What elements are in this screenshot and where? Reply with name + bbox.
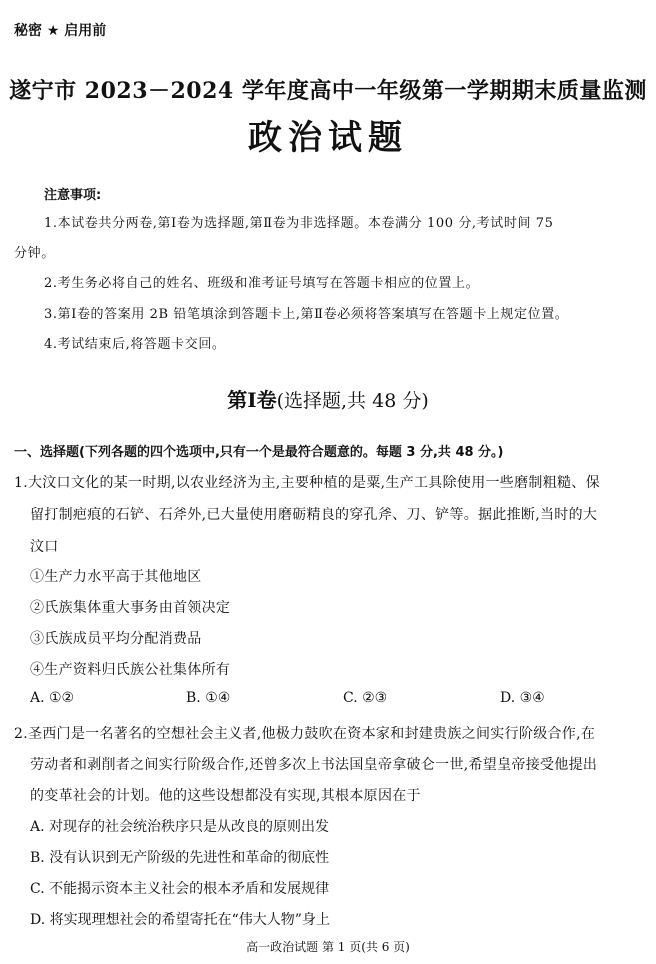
notice-item-1-cont: 分钟。 [14, 246, 55, 261]
question-2-option-c[interactable]: C. 不能揭示资本主义社会的根本矛盾和发展规律 [30, 881, 330, 897]
exam-title: 遂宁市 2023－2024 学年度高中一年级第一学期期末质量监测 [9, 78, 647, 104]
question-1-line-3: 汶口 [30, 539, 59, 555]
question-1-statement-3: ③氏族成员平均分配消费品 [30, 631, 202, 647]
confidential-label: 秘密 ★ 启用前 [14, 23, 107, 39]
notice-heading: 注意事项: [44, 188, 102, 203]
question-1-option-a[interactable]: A. ①② [30, 690, 75, 706]
section-instruction: 一、选择题(下列各题的四个选项中,只有一个是最符合题意的。每题 3 分,共 48 分。) [14, 445, 504, 460]
page-footer: 高一政治试题 第 1 页(共 6 页) [246, 940, 410, 954]
section-title [0, 384, 656, 413]
question-2-option-d[interactable]: D. 将实现理想社会的希望寄托在“伟大人物”身上 [30, 912, 330, 928]
question-2-option-a[interactable]: A. 对现存的社会统治秩序只是从改良的原则出发 [30, 819, 330, 835]
question-1-statement-2: ②氏族集体重大事务由首领决定 [30, 600, 231, 616]
question-1-option-b[interactable]: B. ①④ [186, 690, 231, 706]
subject-title: 政治试题 [248, 118, 408, 158]
question-1-statement-4: ④生产资料归氏族公社集体所有 [30, 662, 231, 678]
question-1-statement-1: ①生产力水平高于其他地区 [30, 569, 202, 585]
question-2-option-b[interactable]: B. 没有认识到无产阶级的先进性和革命的彻底性 [30, 850, 330, 866]
question-1-option-d[interactable]: D. ③④ [500, 690, 545, 706]
question-1-line-1: 1.大汶口文化的某一时期,以农业经济为主,主要种植的是粟,生产工具除使用一些磨制粗糙、保 [14, 475, 600, 491]
section-title-main: 第Ⅰ卷 [227, 388, 277, 412]
notice-item-4: 4.考试结束后,将答题卡交回。 [44, 337, 226, 352]
notice-item-3: 3.第Ⅰ卷的答案用 2B 铅笔填涂到答题卡上,第Ⅱ卷必须将答案填写在答题卡上规定位置。 [44, 307, 569, 322]
notice-item-1: 1.本试卷共分两卷,第Ⅰ卷为选择题,第Ⅱ卷为非选择题。本卷满分 100 分,考试时间 75 [44, 216, 554, 231]
question-2-line-1: 2.圣西门是一名著名的空想社会主义者,他极力鼓吹在资本家和封建贵族之间实行阶级合作,在 [14, 726, 596, 742]
question-2-line-3: 的变革社会的计划。他的这些设想都没有实现,其根本原因在于 [30, 788, 421, 804]
notice-item-2: 2.考生务必将自己的姓名、班级和准考证号填写在答题卡相应的位置上。 [44, 276, 480, 291]
question-1-line-2: 留打制疤痕的石铲、石斧外,已大量使用磨砺精良的穿孔斧、刀、铲等。据此推断,当时的大 [30, 507, 598, 523]
question-1-option-c[interactable]: C. ②③ [343, 690, 388, 706]
question-2-line-2: 劳动者和剥削者之间实行阶级合作,还曾多次上书法国皇帝拿破仑一世,希望皇帝接受他提出 [30, 757, 598, 773]
section-title-paren: (选择题,共 48 分) [276, 390, 429, 412]
